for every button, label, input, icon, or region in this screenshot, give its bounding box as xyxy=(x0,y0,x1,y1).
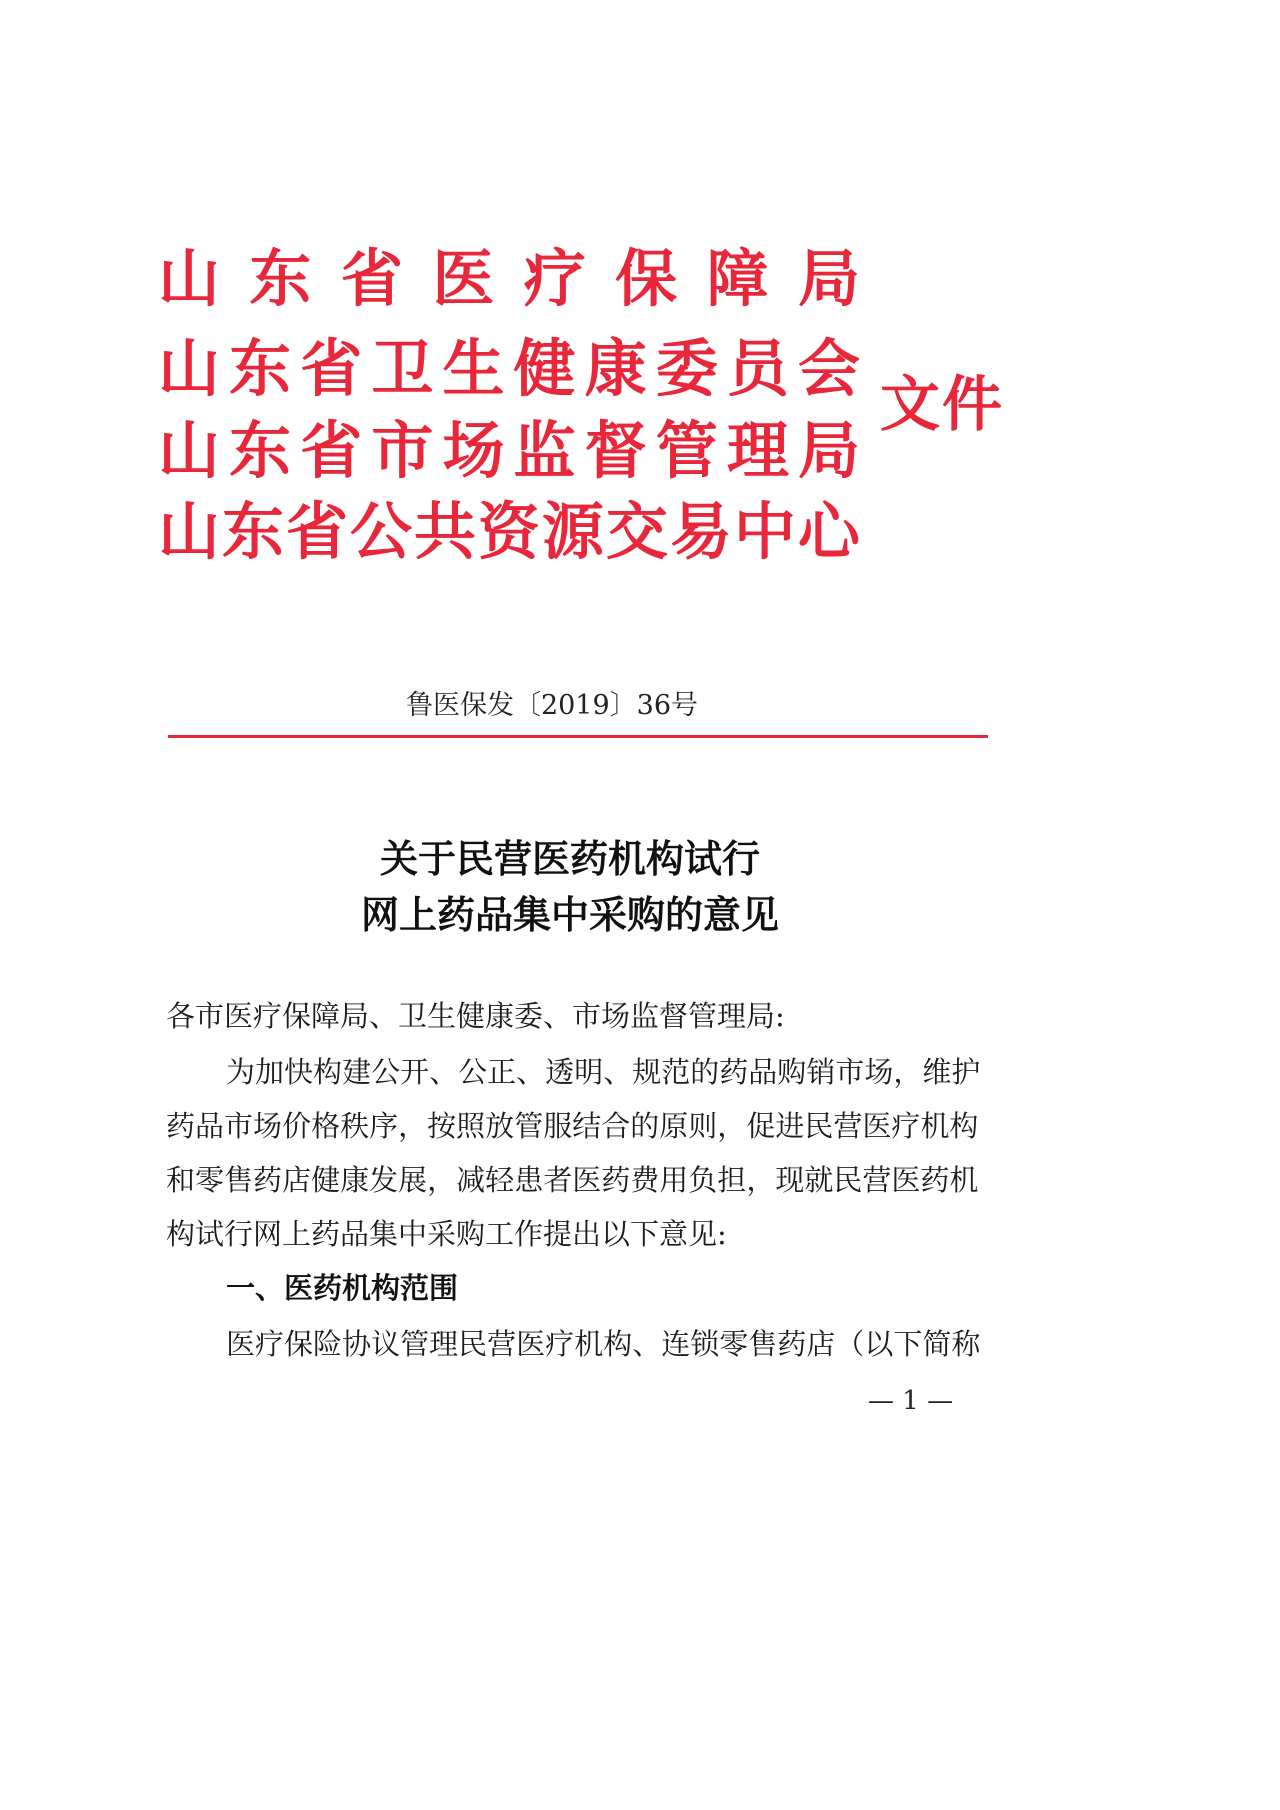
issuing-organization: 山 东 省 市 场 监 督 管 理 局 xyxy=(158,414,860,487)
paragraph-line: 和 零 售 药 店 健 康 发 展 ， 减 轻 患 者 医 药 费 用 负 担 ， 现 就 民 营 医 药 机 xyxy=(166,1163,979,1197)
document-word: 文件 xyxy=(880,370,1004,440)
section-text: 医 疗 保 险 协 议 管 理 民 营 医 疗 机 构 、 连 锁 零 售 药 店 （ 以 下 简 称 xyxy=(226,1327,981,1361)
paragraph-line: 构试行网上药品集中采购工作提出以下意见: xyxy=(166,1217,727,1251)
issuing-organization: 山 东 省 公 共 资 源 交 易 中 心 xyxy=(158,495,860,568)
red-divider xyxy=(168,735,988,738)
page-number: — 1 — xyxy=(868,1386,954,1416)
document-title-line-1: 关于民营医药机构试行 xyxy=(379,837,760,881)
paragraph-line: 为 加 快 构 建 公 开 、 公 正 、 透 明 、 规 范 的 药 品 购 销 市 场 ， 维 护 xyxy=(226,1055,981,1089)
issuing-organization: 山 东 省 医 疗 保 障 局 xyxy=(158,242,860,315)
issuing-organization: 山 东 省 卫 生 健 康 委 员 会 xyxy=(158,332,860,405)
document-number: 鲁医保发〔2019〕36号 xyxy=(405,690,699,721)
paragraph-line: 药 品 市 场 价 格 秩 序 ， 按 照 放 管 服 结 合 的 原 则 ， 促 进 民 营 医 疗 机 构 xyxy=(166,1109,979,1143)
section-heading: 一、医药机构范围 xyxy=(226,1271,459,1305)
addressee: 各市医疗保障局、卫生健康委、市场监督管理局: xyxy=(166,999,785,1033)
document-title-line-2: 网上药品集中采购的意见 xyxy=(360,893,779,937)
